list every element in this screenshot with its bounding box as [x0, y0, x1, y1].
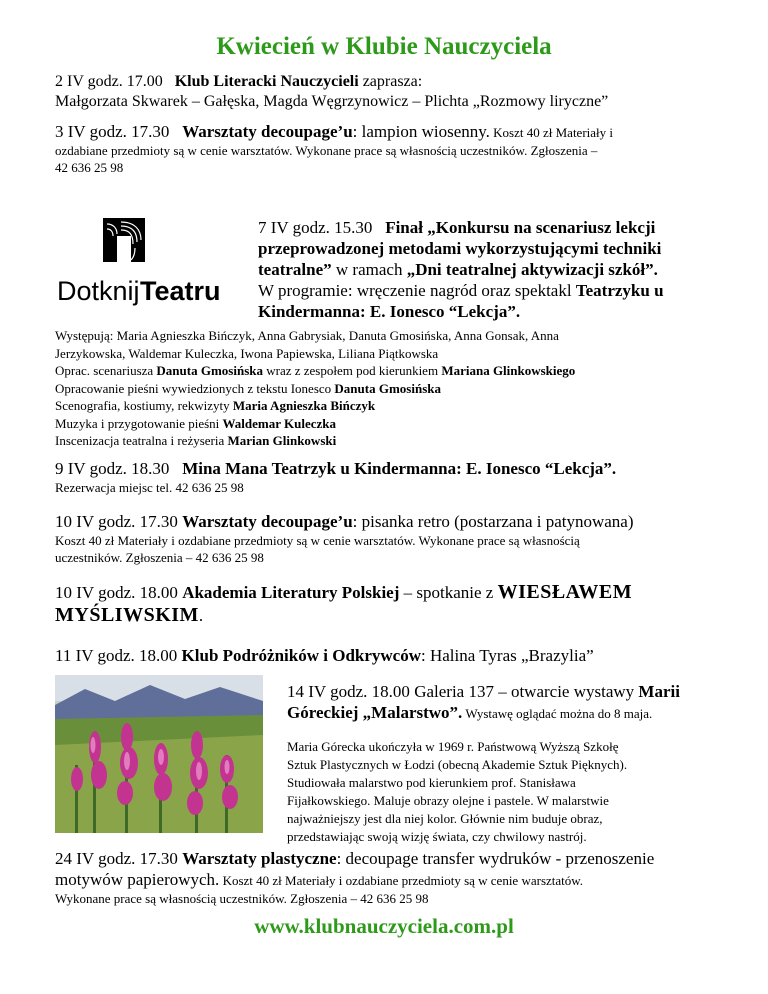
event-name-cont: przeprowadzonej metodami wykorzystującymi techniki — [258, 239, 662, 258]
credits-line: Muzyka i przygotowanie pieśni Waldemar Kuleczka — [55, 415, 337, 431]
guest-name-cont: MYŚLIWSKIM — [55, 604, 199, 626]
logo-word-1: Dotknij — [57, 276, 140, 306]
event-date: 11 IV godz. 18.00 — [55, 646, 178, 665]
punctuation: . — [198, 606, 204, 625]
bio-line: Studiowała malarstwo pod kierunkiem prof. Stanisława — [287, 775, 576, 790]
event-name: Finał „Konkursu na scenariusz lekcji — [385, 218, 656, 237]
bio-line: Sztuk Plastycznych w Łodzi (obecną Akademie Sztuk Pięknych). — [287, 757, 628, 772]
credits-line: Oprac. scenariusza Danuta Gmosińska wraz z zespołem pod kierunkiem Mariana Glinkowskiego — [55, 363, 576, 378]
website-link[interactable]: www.klubnauczyciela.com.pl — [254, 914, 514, 938]
bio-line: przedstawiając swoją wizję świata, czy chwilowy nastrój. — [287, 829, 587, 844]
event-name: Akademia Literatury Polskiej — [182, 583, 400, 602]
event-name: Klub Podróżników i Odkrywców — [181, 646, 421, 665]
logo-word-2: Teatru — [140, 276, 221, 306]
bio-line: Fijałkowskiego. Maluje obrazy olejne i pastele. W malarstwie — [287, 793, 609, 808]
event-note: Wykonane prace są własnością uczestników. Zgłoszenia – 42 636 25 98 — [55, 891, 429, 906]
painting-icon — [55, 675, 263, 833]
event-14-iv — [287, 681, 717, 846]
event-name-cont: teatralne” — [258, 260, 332, 279]
credits-line: Występują: Maria Agnieszka Bińczyk, Anna Gabrysiak, Danuta Gmosińska, Anna Gonsak, Anna — [55, 328, 559, 343]
guest-name: WIESŁAWEM — [497, 581, 633, 603]
event-7-iv — [258, 217, 718, 322]
theatre-t-icon — [55, 216, 245, 308]
event-name: Warsztaty decoupage’u — [182, 122, 353, 141]
event-text: W programie: wręczenie nagród oraz spektakl — [258, 281, 576, 300]
event-note: Rezerwacja miejsc tel. 42 636 25 98 — [55, 480, 244, 495]
artist-name: Marii — [638, 682, 680, 701]
event-show: Teatrzyku u — [575, 281, 664, 300]
event-text: – spotkanie z — [399, 583, 498, 602]
event-topic: : lampion wiosenny. — [352, 122, 490, 141]
event-note: Koszt 40 zł Materiały i ozdabiane przedmioty są w cenie warsztatów. — [219, 873, 584, 888]
bio-line: Maria Górecka ukończyła w 1969 r. Państwową Wyższą Szkołę — [287, 739, 619, 754]
dotknij-teatru-logo — [55, 216, 245, 308]
event-date: 10 IV godz. 17.30 — [55, 512, 178, 531]
event-topic: : Halina Tyras „Brazylia” — [421, 646, 594, 665]
event-date: 10 IV godz. 18.00 — [55, 583, 178, 602]
event-date: 24 IV godz. 17.30 — [55, 849, 178, 868]
event-text: zaprasza: — [358, 73, 423, 90]
credits-line: Inscenizacja teatralna i reżyseria Marian Glinkowski — [55, 433, 337, 448]
credits-line: Opracowanie pieśni wywiedzionych z tekstu Ionesco Danuta Gmosińska — [55, 380, 441, 396]
event-date: 14 IV godz. 18.00 — [287, 682, 410, 701]
event-9-iv — [55, 458, 715, 496]
artist-bio — [287, 738, 717, 846]
event-topic: : pisanka retro (postarzana i patynowana) — [352, 512, 634, 531]
event-name: Warsztaty decoupage’u — [182, 512, 353, 531]
event-2-iv — [55, 72, 715, 112]
page-title: Kwiecień w Klubie Nauczyciela — [216, 33, 552, 60]
event-text: w ramach — [331, 260, 407, 279]
exhibition-title: Góreckiej „Malarstwo”. — [287, 703, 463, 722]
event-name: Warsztaty plastyczne — [182, 849, 337, 868]
event-topic: : decoupage transfer wydruków - przenoszenie — [336, 849, 655, 868]
painting-image — [55, 675, 263, 833]
performance-credits — [55, 327, 715, 450]
event-text: Małgorzata Skwarek – Gałęska, Magda Węgrzynowicz – Plichta „Rozmowy liryczne” — [55, 93, 609, 110]
event-note: Koszt 40 zł Materiały i — [489, 125, 614, 140]
event-note: uczestników. Zgłoszenia – 42 636 25 98 — [55, 550, 264, 565]
event-name: Mina Mana Teatrzyk u Kindermanna: E. Ionesco “Lekcja”. — [182, 459, 617, 478]
event-11-iv — [55, 645, 715, 666]
event-10-iv-academy — [55, 582, 715, 626]
event-24-iv — [55, 848, 715, 907]
event-topic-cont: motywów papierowych. — [55, 870, 220, 889]
event-date: 3 IV godz. 17.30 — [55, 122, 170, 141]
event-name: Klub Literacki Nauczycieli — [174, 73, 359, 90]
event-date: 2 IV godz. 17.00 — [55, 73, 163, 90]
event-10-iv-workshop — [55, 511, 715, 566]
event-text: Galeria 137 – otwarcie wystawy — [409, 682, 639, 701]
event-show-cont: Kindermanna: E. Ionesco “Lekcja”. — [258, 302, 521, 321]
bio-line: najważniejszy jest dla niej kolor. Głównie nim buduje obraz, — [287, 811, 603, 826]
event-note: ozdabiane przedmioty są w cenie warsztatów. Wykonane prace są własnością uczestników. Zgłoszenia – — [55, 143, 598, 158]
event-3-iv — [55, 121, 715, 176]
event-note: Koszt 40 zł Materiały i ozdabiane przedmioty są w cenie warsztatów. Wykonane prace są własnością — [55, 533, 580, 548]
event-date: 7 IV godz. 15.30 — [258, 218, 373, 237]
credits-line: Scenografia, kostiumy, rekwizyty Maria Agnieszka Bińczyk — [55, 398, 376, 413]
event-series: „Dni teatralnej aktywizacji szkół”. — [406, 260, 658, 279]
credits-line: Jerzykowska, Waldemar Kuleczka, Iwona Papiewska, Liliana Piątkowska — [55, 345, 439, 361]
event-note: 42 636 25 98 — [55, 160, 124, 175]
event-note: Wystawę oglądać można do 8 maja. — [462, 706, 653, 721]
event-date: 9 IV godz. 18.30 — [55, 459, 170, 478]
